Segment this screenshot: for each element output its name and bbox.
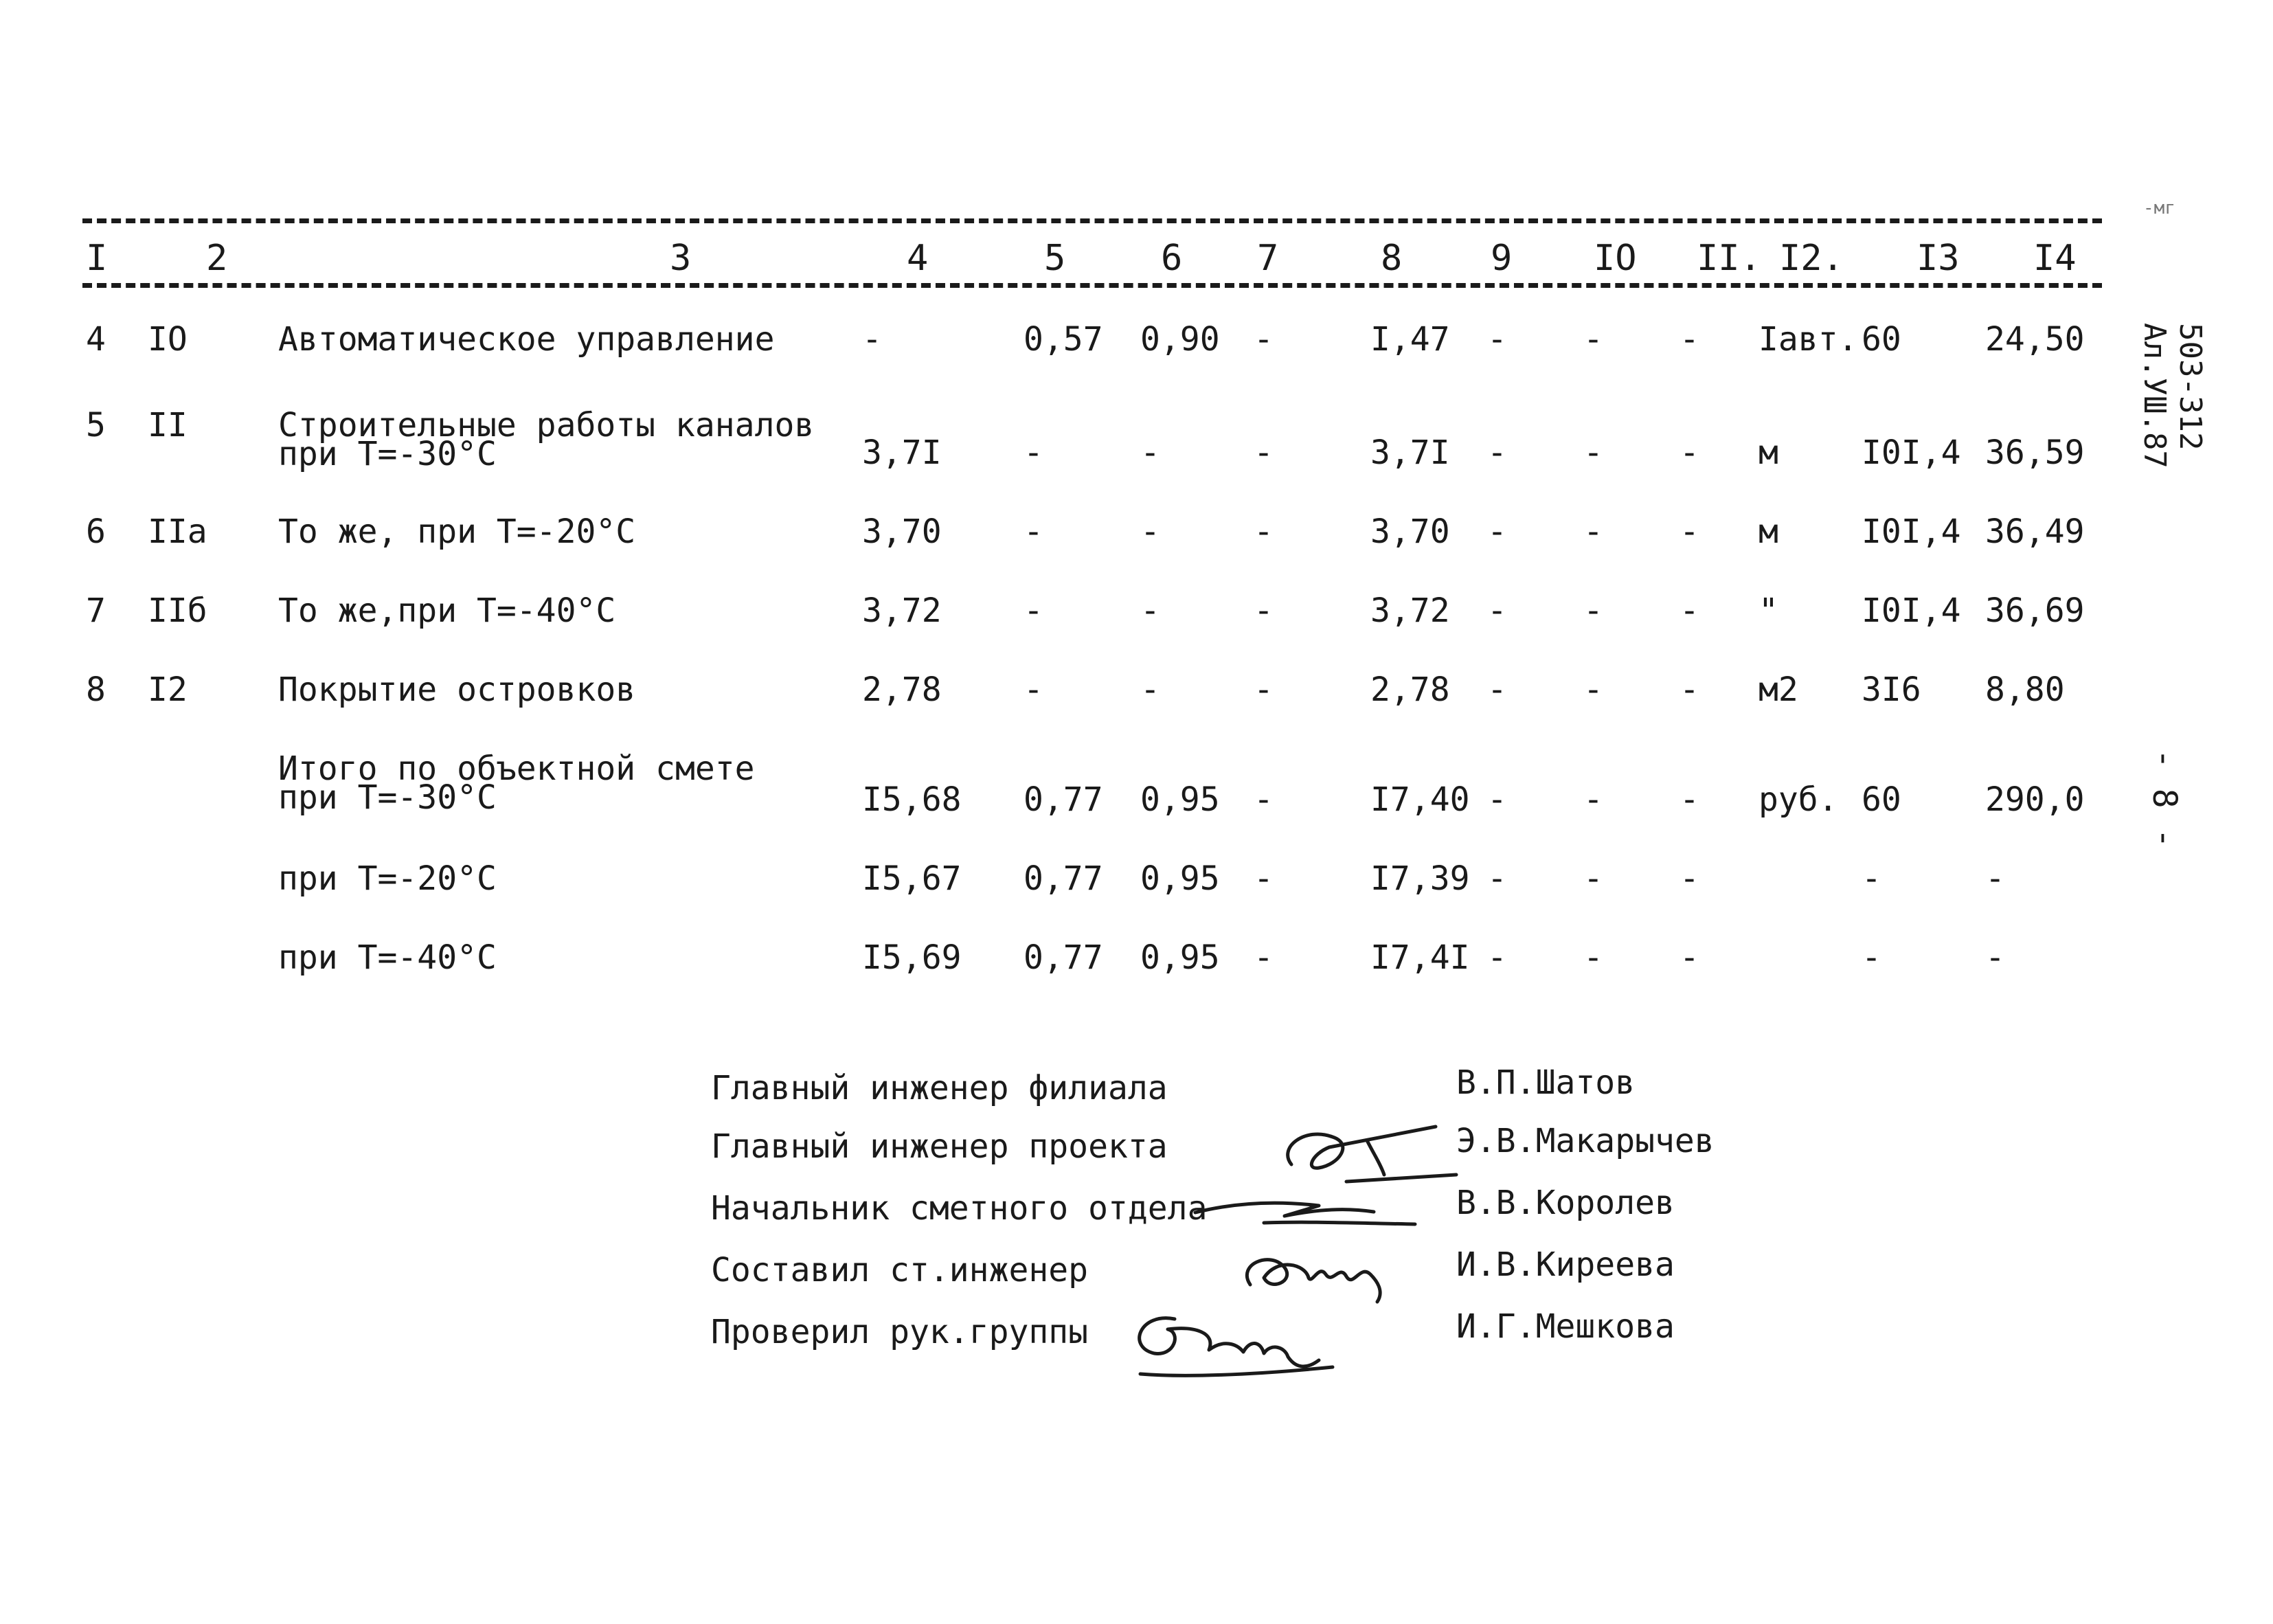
signature-scribble-estimate-head xyxy=(1181,1182,1429,1243)
signatory-name: И.Г.Мешкова xyxy=(1456,1307,1675,1346)
column-header: 9 xyxy=(1491,238,1513,279)
cell-c6: - xyxy=(1140,512,1160,551)
cell-c10: - xyxy=(1583,512,1603,551)
cell-c12: м xyxy=(1759,512,1778,551)
total-cell-c4: I5,67 xyxy=(862,859,962,898)
row-number: 7 xyxy=(86,591,106,630)
column-header: IO xyxy=(1594,238,1637,279)
cell-c7: - xyxy=(1254,433,1274,472)
signatory-role: Главный инженер проекта xyxy=(711,1127,1168,1166)
cell-c12: Iавт. xyxy=(1759,320,1858,359)
cell-c13: I0I,4 xyxy=(1862,433,1961,472)
column-header: I xyxy=(86,238,108,279)
margin-page-number: - 8 - xyxy=(2145,749,2184,848)
row-code: IIб xyxy=(148,591,207,630)
total-cell-c7: - xyxy=(1254,780,1274,819)
total-cell-c13: 60 xyxy=(1862,780,1901,819)
cell-c7: - xyxy=(1254,512,1274,551)
margin-code: 503-312 xyxy=(2173,323,2208,451)
signatory-name: И.В.Киреева xyxy=(1456,1245,1675,1284)
total-cell-c14: 290,0 xyxy=(1985,780,2085,819)
row-description: Строительные работы каналов xyxy=(278,406,815,444)
cell-c12: м xyxy=(1759,433,1778,472)
total-cell-c12: руб. xyxy=(1759,780,1838,819)
cell-c11: - xyxy=(1680,591,1699,630)
total-cell-c10: - xyxy=(1583,859,1603,898)
cell-c4: 2,78 xyxy=(862,670,942,709)
row-code: IIа xyxy=(148,512,207,551)
total-description: Итого по объектной смете xyxy=(278,749,755,788)
total-cell-c7: - xyxy=(1254,859,1274,898)
cell-c11: - xyxy=(1680,433,1699,472)
cell-c5: 0,57 xyxy=(1024,320,1103,359)
column-header: 4 xyxy=(907,238,929,279)
cell-c4: - xyxy=(862,320,882,359)
cell-c9: - xyxy=(1487,670,1507,709)
signatory-role: Составил ст.инженер xyxy=(711,1251,1089,1289)
total-cell-c14: - xyxy=(1985,859,2005,898)
cell-c4: 3,7I xyxy=(862,433,942,472)
cell-c9: - xyxy=(1487,320,1507,359)
signature-scribble-project-engineer xyxy=(1264,1099,1484,1195)
total-cell-c9: - xyxy=(1487,780,1507,819)
cell-c11: - xyxy=(1680,512,1699,551)
column-header: I2. xyxy=(1779,238,1844,279)
cell-c8: I,47 xyxy=(1370,320,1450,359)
column-header: 2 xyxy=(206,238,228,279)
column-header: 7 xyxy=(1257,238,1279,279)
total-description: при Т=-40°С xyxy=(278,938,497,977)
cell-c7: - xyxy=(1254,670,1274,709)
cell-c13: 60 xyxy=(1862,320,1901,359)
total-cell-c8: I7,39 xyxy=(1370,859,1470,898)
cell-c14: 36,69 xyxy=(1985,591,2085,630)
cell-c13: I0I,4 xyxy=(1862,512,1961,551)
total-cell-c5: 0,77 xyxy=(1024,859,1103,898)
cell-c5: - xyxy=(1024,591,1043,630)
column-header: I3 xyxy=(1916,238,1960,279)
total-cell-c11: - xyxy=(1680,938,1699,977)
cell-c8: 3,70 xyxy=(1370,512,1450,551)
cell-c6: - xyxy=(1140,433,1160,472)
cell-c8: 2,78 xyxy=(1370,670,1450,709)
total-cell-c4: I5,68 xyxy=(862,780,962,819)
cell-c14: 24,50 xyxy=(1985,320,2085,359)
total-cell-c11: - xyxy=(1680,859,1699,898)
total-cell-c13: - xyxy=(1862,938,1881,977)
cell-c14: 8,80 xyxy=(1985,670,2065,709)
row-description: То же, при Т=-20°С xyxy=(278,512,636,551)
cell-c12: " xyxy=(1759,591,1778,630)
margin-corner-mark: -мг xyxy=(2143,198,2175,218)
total-cell-c8: I7,40 xyxy=(1370,780,1470,819)
row-code: II xyxy=(148,406,188,444)
total-description: при Т=-20°С xyxy=(278,859,497,898)
cell-c5: - xyxy=(1024,512,1043,551)
row-number: 6 xyxy=(86,512,106,551)
row-number: 4 xyxy=(86,320,106,359)
column-header: 6 xyxy=(1161,238,1183,279)
column-header: 5 xyxy=(1044,238,1066,279)
signatory-name: В.В.Королев xyxy=(1456,1184,1675,1222)
header-dashed-rule xyxy=(82,283,2102,288)
total-cell-c6: 0,95 xyxy=(1140,780,1220,819)
cell-c4: 3,70 xyxy=(862,512,942,551)
cell-c8: 3,72 xyxy=(1370,591,1450,630)
total-cell-c11: - xyxy=(1680,780,1699,819)
cell-c14: 36,59 xyxy=(1985,433,2085,472)
total-cell-c9: - xyxy=(1487,938,1507,977)
cell-c10: - xyxy=(1583,433,1603,472)
row-code: I2 xyxy=(148,670,188,709)
row-description: Покрытие островков xyxy=(278,670,636,709)
signatory-role: Проверил рук.группы xyxy=(711,1313,1089,1351)
cell-c8: 3,7I xyxy=(1370,433,1450,472)
cell-c5: - xyxy=(1024,433,1043,472)
cell-c9: - xyxy=(1487,512,1507,551)
cell-c11: - xyxy=(1680,320,1699,359)
total-cell-c10: - xyxy=(1583,938,1603,977)
cell-c10: - xyxy=(1583,320,1603,359)
cell-c6: - xyxy=(1140,591,1160,630)
row-description: То же,при Т=-40°С xyxy=(278,591,616,630)
total-cell-c4: I5,69 xyxy=(862,938,962,977)
cell-c10: - xyxy=(1583,591,1603,630)
column-header: 3 xyxy=(670,238,692,279)
total-cell-c8: I7,4I xyxy=(1370,938,1470,977)
cell-c13: I0I,4 xyxy=(1862,591,1961,630)
row-number: 5 xyxy=(86,406,106,444)
total-cell-c10: - xyxy=(1583,780,1603,819)
cell-c6: - xyxy=(1140,670,1160,709)
signatory-name: Э.В.Макарычев xyxy=(1456,1122,1715,1160)
row-code: IO xyxy=(148,320,188,359)
total-description: при Т=-30°С xyxy=(278,778,497,817)
cell-c5: - xyxy=(1024,670,1043,709)
column-header: 8 xyxy=(1381,238,1403,279)
signatory-name: В.П.Шатов xyxy=(1456,1063,1636,1102)
cell-c9: - xyxy=(1487,433,1507,472)
total-cell-c5: 0,77 xyxy=(1024,938,1103,977)
column-header: II. xyxy=(1697,238,1761,279)
column-header: I4 xyxy=(2033,238,2077,279)
cell-c11: - xyxy=(1680,670,1699,709)
total-cell-c7: - xyxy=(1254,938,1274,977)
cell-c6: 0,90 xyxy=(1140,320,1220,359)
cell-c10: - xyxy=(1583,670,1603,709)
cell-c12: м2 xyxy=(1759,670,1798,709)
row-number: 8 xyxy=(86,670,106,709)
signatory-role: Начальник сметного отдела xyxy=(711,1189,1208,1228)
cell-c4: 3,72 xyxy=(862,591,942,630)
total-cell-c6: 0,95 xyxy=(1140,938,1220,977)
total-cell-c6: 0,95 xyxy=(1140,859,1220,898)
cell-c7: - xyxy=(1254,320,1274,359)
total-cell-c14: - xyxy=(1985,938,2005,977)
cell-c7: - xyxy=(1254,591,1274,630)
signature-scribble-checker xyxy=(1113,1292,1360,1388)
margin-album: Ал.УШ.87 xyxy=(2137,323,2172,469)
cell-c14: 36,49 xyxy=(1985,512,2085,551)
row-description: при Т=-30°С xyxy=(278,435,497,473)
signatory-role: Главный инженер филиала xyxy=(711,1069,1168,1107)
total-cell-c5: 0,77 xyxy=(1024,780,1103,819)
total-cell-c9: - xyxy=(1487,859,1507,898)
top-dashed-rule xyxy=(82,218,2102,223)
row-description: Автоматическое управление xyxy=(278,320,775,359)
total-cell-c13: - xyxy=(1862,859,1881,898)
cell-c9: - xyxy=(1487,591,1507,630)
cell-c13: 3I6 xyxy=(1862,670,1921,709)
